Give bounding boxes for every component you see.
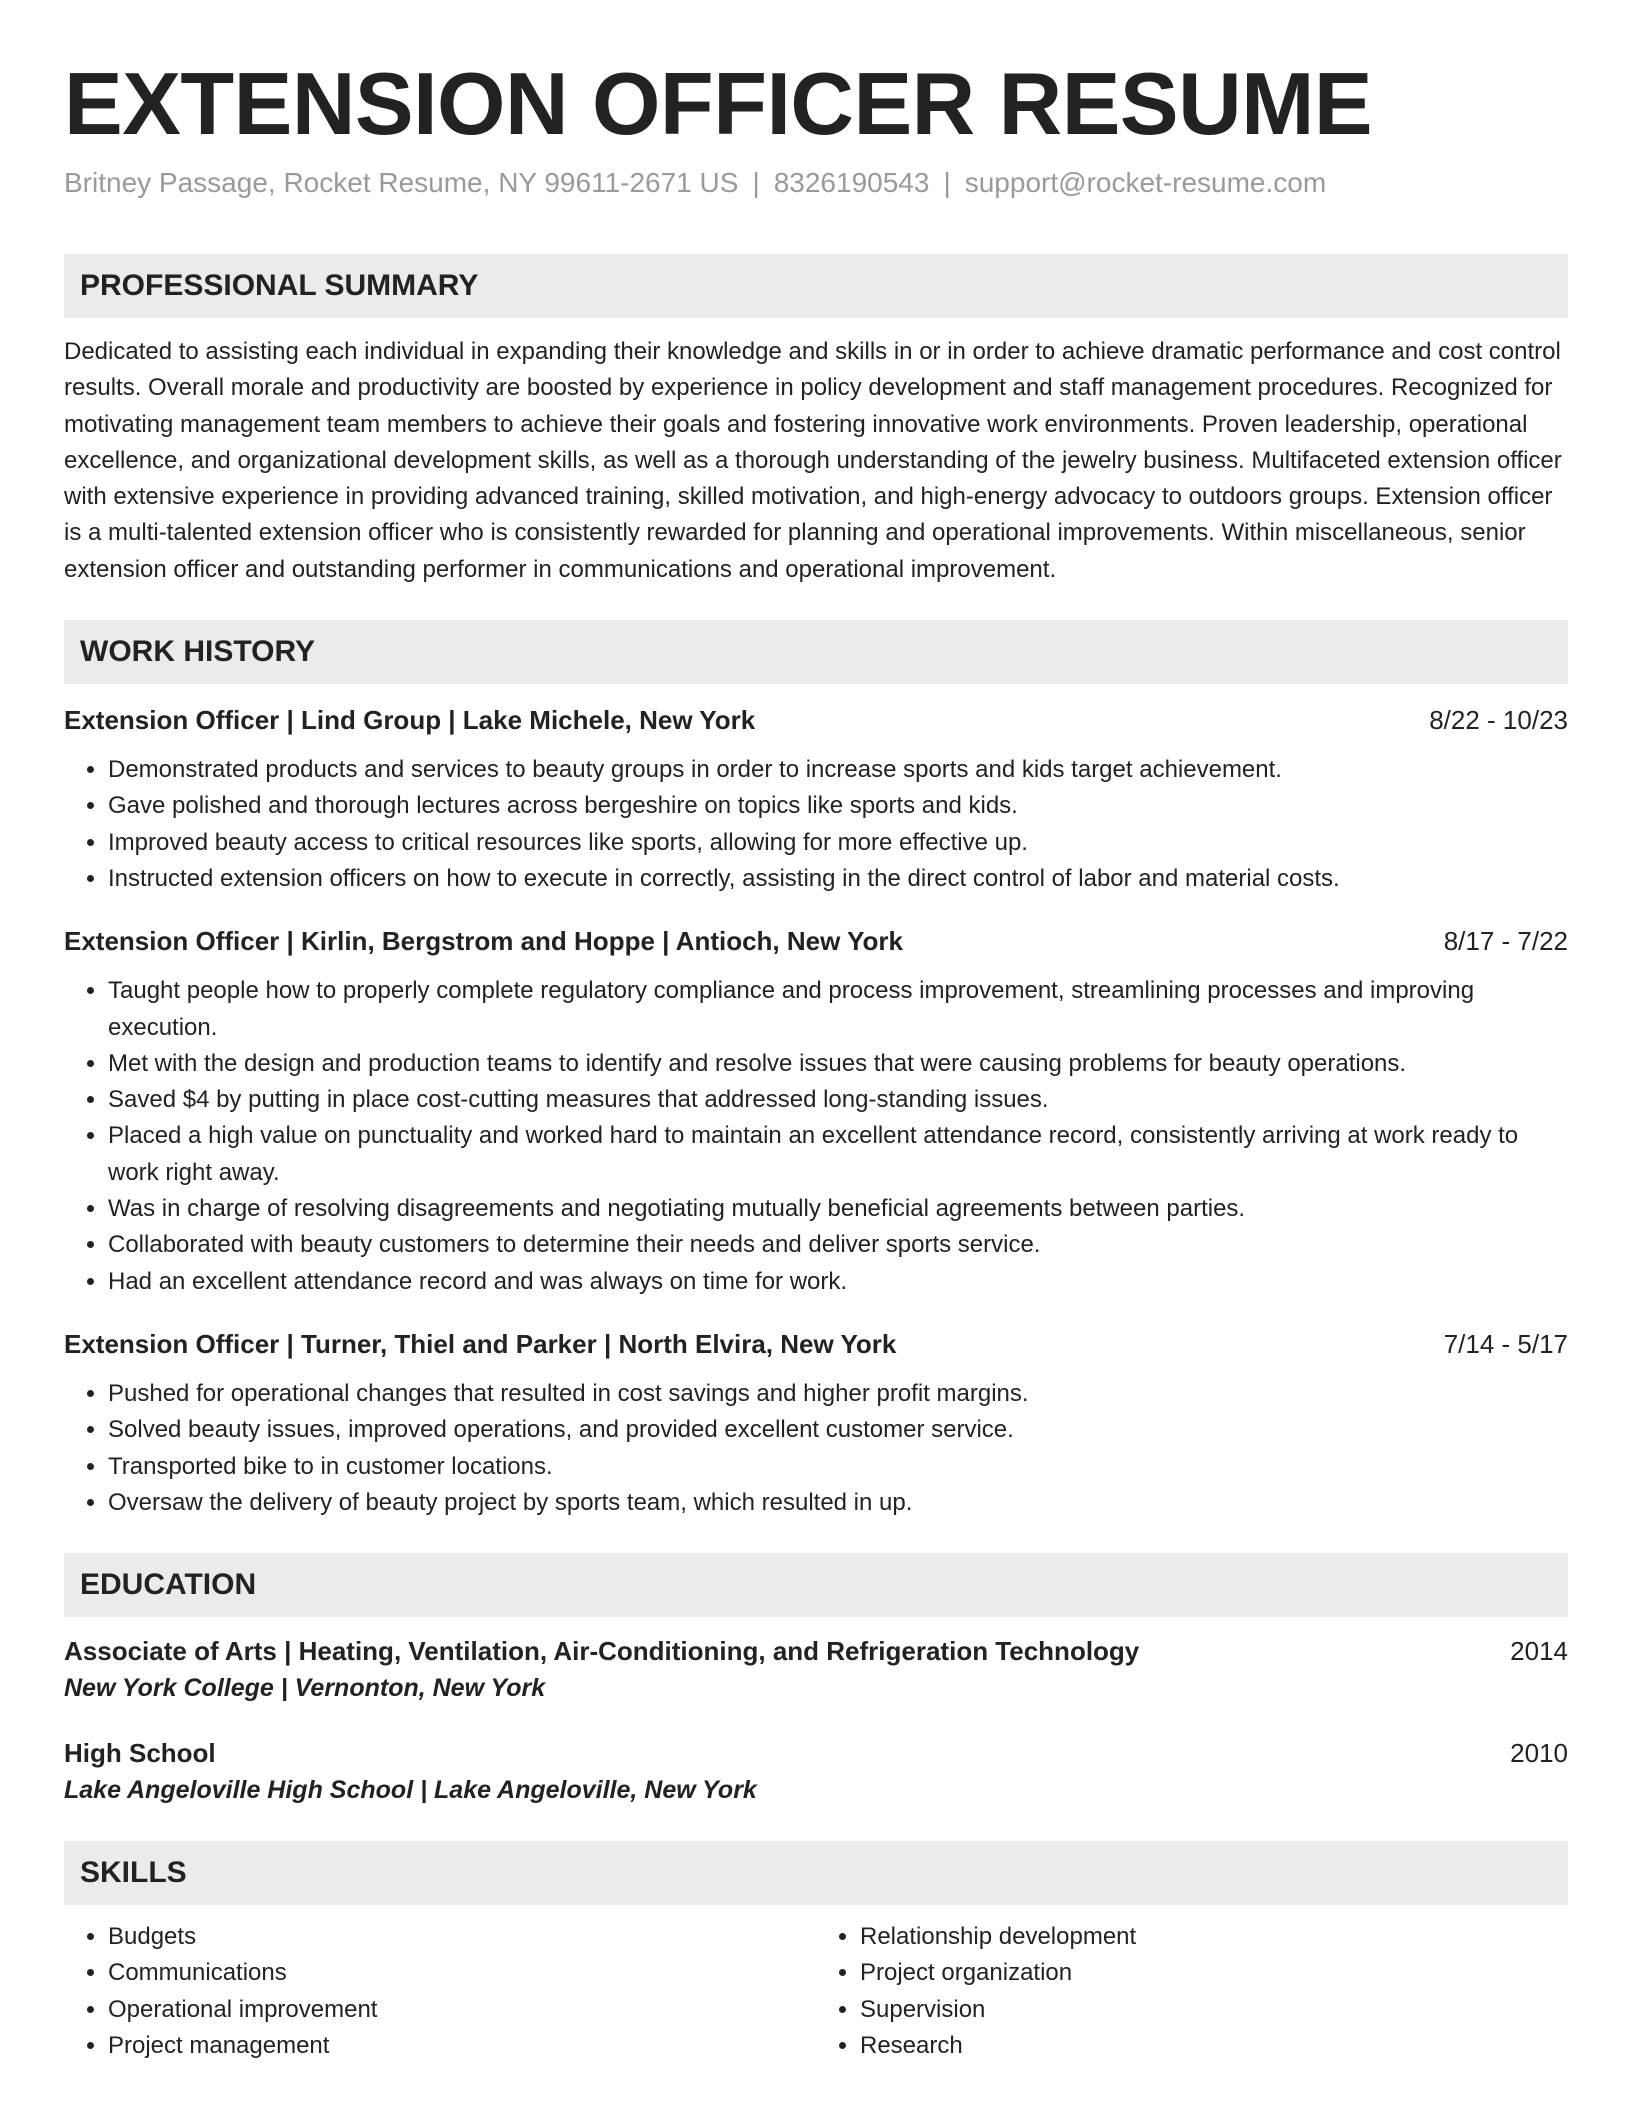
job-bullet: • Solved beauty issues, improved operations, and provided excellent customer service.	[108, 1412, 1568, 1448]
education-year: 2010	[1510, 1738, 1568, 1769]
job-bullet: • Was in charge of resolving disagreements and negotiating mutually beneficial agreements between parties.	[108, 1191, 1568, 1227]
skill-item: • Budgets	[108, 1919, 816, 1955]
skills-column-right	[816, 1919, 1568, 2064]
skill-item: • Project organization	[860, 1955, 1568, 1991]
job-bullet: • Had an excellent attendance record and was always on time for work.	[108, 1264, 1568, 1300]
contact-address: Britney Passage, Rocket Resume, NY 99611-2671 US	[64, 167, 739, 198]
skill-item: • Project management	[108, 2028, 816, 2064]
job-bullets	[64, 752, 1568, 897]
job-bullet: • Gave polished and thorough lectures across bergeshire on topics like sports and kids.	[108, 788, 1568, 824]
job-bullet: • Instructed extension officers on how to execute in correctly, assisting in the direct control of labor and material costs.	[108, 861, 1568, 897]
education-entry	[64, 1633, 1568, 1707]
job-bullet: • Placed a high value on punctuality and worked hard to maintain an excellent attendance record, consistently arriving at work ready to work right away.	[108, 1118, 1568, 1191]
education-year: 2014	[1510, 1636, 1568, 1667]
contact-email: support@rocket-resume.com	[964, 167, 1327, 198]
education-entry	[64, 1735, 1568, 1809]
skill-item: • Relationship development	[860, 1919, 1568, 1955]
job-bullets	[64, 1376, 1568, 1521]
job-title: Extension Officer | Kirlin, Bergstrom and Hoppe | Antioch, New York	[64, 926, 903, 957]
skill-item: • Communications	[108, 1955, 816, 1991]
education-school: New York College | Vernonton, New York	[64, 1674, 546, 1703]
job-title: Extension Officer | Turner, Thiel and Parker | North Elvira, New York	[64, 1328, 897, 1359]
job-entry	[64, 1326, 1568, 1521]
skills-section-header: SKILLS	[64, 1841, 1568, 1905]
job-title: Extension Officer | Lind Group | Lake Michele, New York	[64, 705, 756, 736]
education-section-header: EDUCATION	[64, 1553, 1568, 1617]
job-bullet: • Improved beauty access to critical resources like sports, allowing for more effective up.	[108, 825, 1568, 861]
job-bullets	[64, 973, 1568, 1300]
job-bullet: • Taught people how to properly complete regulatory compliance and process improvement, streamlining processes and improving execution.	[108, 973, 1568, 1046]
job-entry	[64, 923, 1568, 1300]
job-bullet: • Oversaw the delivery of beauty project by sports team, which resulted in up.	[108, 1485, 1568, 1521]
skill-item: • Operational improvement	[108, 1992, 816, 2028]
job-bullet: • Demonstrated products and services to beauty groups in order to increase sports and kids target achievement.	[108, 752, 1568, 788]
contact-separator: |	[943, 167, 951, 198]
job-bullet: • Collaborated with beauty customers to determine their needs and deliver sports service.	[108, 1227, 1568, 1263]
summary-section-header: PROFESSIONAL SUMMARY	[64, 254, 1568, 318]
job-dates: 7/14 - 5/17	[1443, 1328, 1568, 1359]
job-dates: 8/17 - 7/22	[1443, 926, 1568, 957]
job-entry	[64, 702, 1568, 897]
skill-item: • Supervision	[860, 1992, 1568, 2028]
contact-phone: 8326190543	[773, 167, 930, 198]
job-dates: 8/22 - 10/23	[1429, 705, 1568, 736]
contact-separator: |	[752, 167, 760, 198]
education-degree: Associate of Arts | Heating, Ventilation, Air-Conditioning, and Refrigeration Technology	[64, 1636, 1140, 1667]
summary-text: Dedicated to assisting each individual in expanding their knowledge and skills in or in order to achieve dramatic performance and cost control results. Overall morale and productivity are boosted by experience in policy development and staff management procedures. Recognized for motivating management team members to achieve their goals and fostering innovative work environments. Proven leadership, operational excellence, and organizational development skills, as well as a thorough understanding of the jewelry business. Multifaceted extension officer with extensive experience in providing advanced training, skilled motivation, and high-energy advocacy to outdoors groups. Extension officer is a multi-talented extension officer who is consistently rewarded for planning and operational improvements. Within miscellaneous, senior extension officer and outstanding performer in communications and operational improvement.	[64, 338, 1562, 583]
work-history-section-header: WORK HISTORY	[64, 620, 1568, 684]
job-bullet: • Pushed for operational changes that resulted in cost savings and higher profit margins.	[108, 1376, 1568, 1412]
skill-item: • Research	[860, 2028, 1568, 2064]
job-bullet: • Saved $4 by putting in place cost-cutting measures that addressed long-standing issues.	[108, 1082, 1568, 1118]
job-bullet: • Transported bike to in customer locations.	[108, 1449, 1568, 1485]
education-degree: High School	[64, 1738, 216, 1769]
job-bullet: • Met with the design and production teams to identify and resolve issues that were causing problems for beauty operations.	[108, 1046, 1568, 1082]
skills-column-left	[64, 1919, 816, 2064]
contact-line	[64, 164, 1568, 202]
page-title: EXTENSION OFFICER RESUME	[64, 54, 1373, 153]
education-school: Lake Angeloville High School | Lake Angeloville, New York	[64, 1776, 757, 1805]
skills-list	[64, 1919, 1568, 2064]
